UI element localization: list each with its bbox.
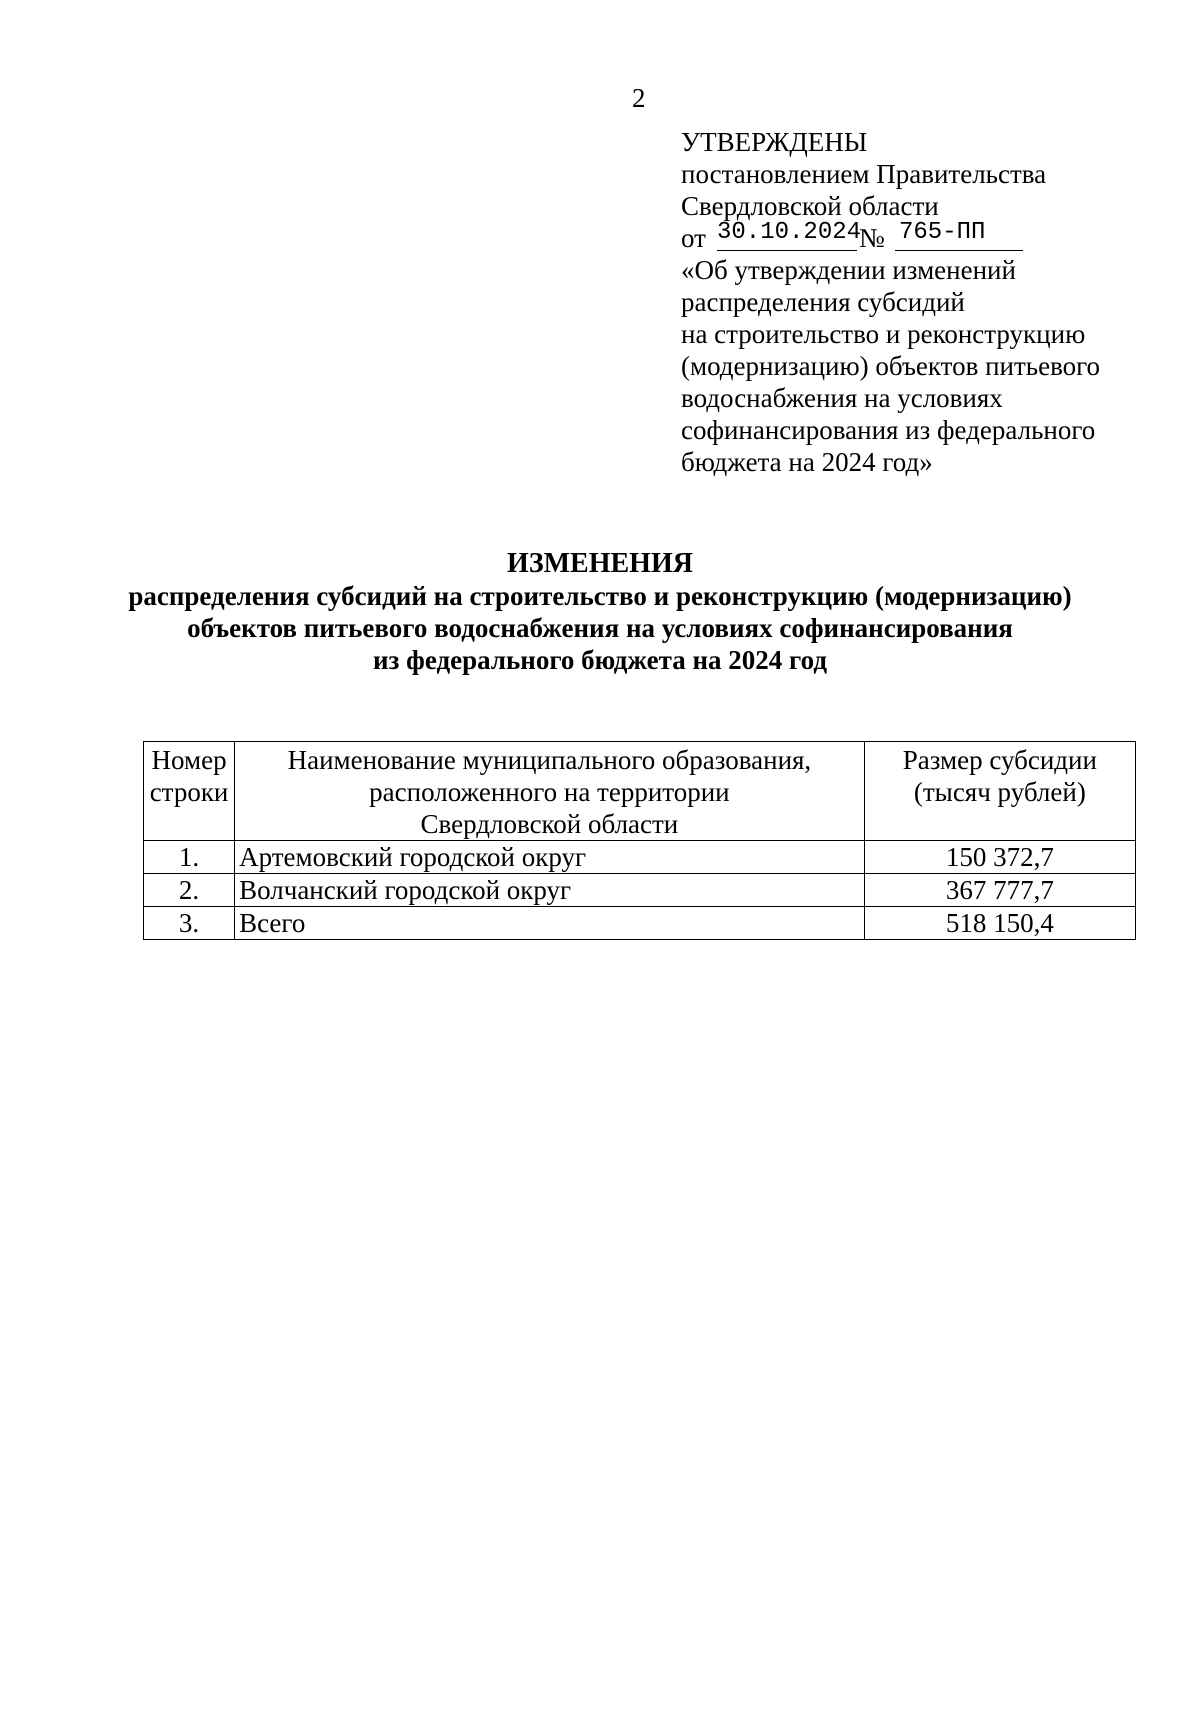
approval-issuer-line: постановлением Правительства — [681, 159, 1047, 189]
subsidy-amount: 367 777,7 — [864, 874, 1135, 907]
resolution-title-line: (модернизацию) объектов питьевого — [681, 351, 1101, 381]
row-number: 2. — [144, 874, 235, 907]
header-line: расположенного на территории — [369, 777, 730, 807]
resolution-title-line: «Об утверждении изменений — [681, 255, 1016, 285]
header-line: Наименование муниципального образования, — [287, 745, 812, 775]
header-line: Свердловской области — [420, 809, 679, 839]
table-row — [144, 841, 1136, 874]
document-heading — [0, 548, 1200, 676]
subsidy-table — [143, 741, 1136, 940]
number-sign: № — [859, 223, 885, 253]
subsidy-amount: 518 150,4 — [864, 907, 1135, 940]
header-municipality-name — [235, 742, 865, 841]
resolution-title-line: на строительство и реконструкцию — [681, 319, 1086, 349]
approval-issuer-line: Свердловской области — [681, 191, 939, 221]
date-prefix: от — [681, 223, 706, 253]
header-line: (тысяч рублей) — [913, 777, 1086, 807]
resolution-title-line: водоснабжения на условиях — [681, 383, 1003, 413]
table-header-row — [144, 742, 1136, 841]
header-subsidy-amount — [864, 742, 1135, 841]
municipality-name: Артемовский городской округ — [235, 841, 865, 874]
municipality-name: Всего — [235, 907, 865, 940]
municipality-name: Волчанский городской округ — [235, 874, 865, 907]
heading-title: ИЗМЕНЕНИЯ — [507, 548, 693, 579]
approval-status: УТВЕРЖДЕНЫ — [681, 127, 868, 157]
resolution-title-line: распределения субсидий — [681, 287, 965, 317]
table-row — [144, 874, 1136, 907]
resolution-number: 765-ПП — [895, 216, 1023, 251]
resolution-title-line: софинансирования из федерального — [681, 415, 1096, 445]
heading-subtitle-line: распределения субсидий на строительство и реконструкцию (модернизацию) — [128, 581, 1072, 611]
subsidy-amount: 150 372,7 — [864, 841, 1135, 874]
approval-date-line — [681, 219, 1161, 254]
approval-block — [681, 126, 1161, 478]
header-line: строки — [149, 777, 229, 807]
heading-subtitle-line: объектов питьевого водоснабжения на условиях софинансирования — [187, 613, 1013, 643]
resolution-date: 30.10.2024 — [717, 216, 857, 251]
row-number: 3. — [144, 907, 235, 940]
table-row-total — [144, 907, 1136, 940]
header-line: Номер — [151, 745, 227, 775]
header-line: Размер субсидии — [902, 745, 1097, 775]
header-row-number — [144, 742, 235, 841]
resolution-title-line: бюджета на 2024 год» — [681, 447, 933, 477]
page-number: 2 — [632, 83, 646, 113]
row-number: 1. — [144, 841, 235, 874]
heading-subtitle-line: из федерального бюджета на 2024 год — [372, 645, 827, 675]
